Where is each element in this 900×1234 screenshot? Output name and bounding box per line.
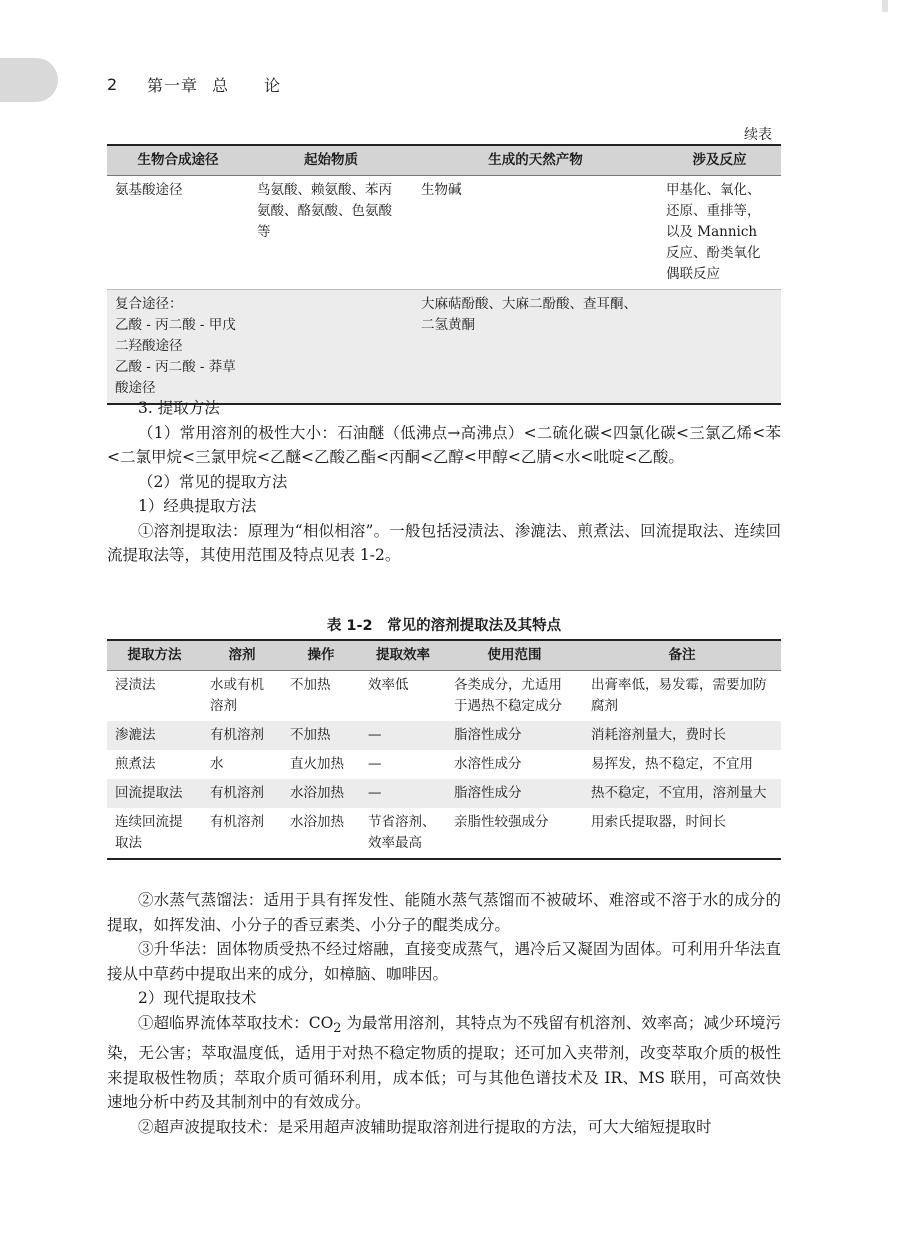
table-row bbox=[107, 808, 781, 859]
paragraph: ①溶剂提取法：原理为“相似相溶”。一般包括浸渍法、渗漉法、煎煮法、回流提取法、连续回流提取法等，其使用范围及特点见表 1-2。 bbox=[107, 521, 781, 564]
table-cell: 易挥发，热不稳定，不宜用 bbox=[591, 756, 753, 772]
table-cell: 脂溶性成分 bbox=[446, 721, 583, 750]
text-run: ①超临界流体萃取技术：CO bbox=[138, 1013, 334, 1032]
column-header: 起始物质 bbox=[249, 145, 413, 176]
column-header: 溶剂 bbox=[202, 640, 282, 671]
paragraph: （2）常见的提取方法 bbox=[138, 472, 288, 491]
column-header: 操作 bbox=[282, 640, 360, 671]
subscript: 2 bbox=[333, 1020, 342, 1036]
table-cell: — bbox=[368, 756, 382, 772]
page-edge-mark bbox=[882, 0, 888, 12]
table-cell: — bbox=[360, 721, 446, 750]
table-row bbox=[107, 290, 781, 405]
table-cell: 脂溶性成分 bbox=[446, 779, 583, 808]
table-cell: 浸渍法 bbox=[115, 677, 156, 693]
table-cell: 不加热 bbox=[282, 721, 360, 750]
column-header: 备注 bbox=[583, 640, 781, 671]
table-header-row bbox=[107, 145, 781, 176]
table-header-row bbox=[107, 640, 781, 671]
column-header: 使用范围 bbox=[446, 640, 583, 671]
running-header bbox=[107, 70, 280, 98]
chapter-label: 第一章 bbox=[147, 75, 199, 95]
table-cell: 连续回流提取法 bbox=[107, 808, 202, 859]
table-cell: 直火加热 bbox=[290, 756, 344, 772]
table-row bbox=[107, 779, 781, 808]
table-cell: 亲脂性较强成分 bbox=[446, 808, 583, 859]
table-cell: 有机溶剂 bbox=[202, 808, 282, 859]
table-cell: 效率低 bbox=[368, 677, 409, 693]
column-header: 涉及反应 bbox=[658, 145, 781, 176]
paragraph: 1）经典提取方法 bbox=[138, 497, 257, 515]
extraction-methods-section bbox=[107, 396, 781, 568]
table-row bbox=[107, 721, 781, 750]
table-cell: 节省溶剂、效率最高 bbox=[360, 808, 446, 859]
extraction-methods-continued bbox=[107, 888, 781, 1139]
table-cell bbox=[107, 290, 249, 405]
table-cell: 热不稳定，不宜用，溶剂量大 bbox=[583, 779, 781, 808]
table-cell: 水 bbox=[210, 756, 224, 772]
table-caption: 表 1-2 常见的溶剂提取法及其特点 bbox=[326, 618, 562, 634]
table-row bbox=[107, 176, 781, 290]
column-header: 生物合成途径 bbox=[107, 145, 249, 176]
table-cell: 煎煮法 bbox=[115, 756, 156, 772]
table-cell: 水浴加热 bbox=[282, 808, 360, 859]
table-cell: 甲基化、氧化、还原、重排等，以及 Mannich 反应、酚类氧化偶联反应 bbox=[666, 182, 761, 282]
table-cell: 有机溶剂 bbox=[202, 721, 282, 750]
table-cell: 用索氏提取器，时间长 bbox=[583, 808, 781, 859]
chapter-title-part1: 总 bbox=[212, 75, 229, 95]
table-cell: 各类成分，尤适用于遇热不稳定成分 bbox=[454, 677, 562, 714]
table-cell: 出膏率低，易发霉，需要加防腐剂 bbox=[591, 677, 767, 714]
column-header: 提取方法 bbox=[107, 640, 202, 671]
cell-line: 乙酸 - 丙二酸 - 莽草酸途径 bbox=[115, 359, 236, 396]
table-row bbox=[107, 750, 781, 779]
table-cell: 消耗溶剂量大，费时长 bbox=[583, 721, 781, 750]
table-cell: 生物碱 bbox=[421, 182, 462, 198]
table-cell: 水溶性成分 bbox=[454, 756, 522, 772]
biosynthesis-table bbox=[107, 144, 781, 405]
chapter-title-part2: 论 bbox=[264, 75, 281, 95]
paragraph: （1）常用溶剂的极性大小：石油醚（低沸点→高沸点）<二硫化碳<四氯化碳<三氯乙烯<苯<二氯甲烷<三氯甲烷<乙醚<乙酸乙酯<丙酮<乙醇<甲醇<乙腈<水<吡啶<乙酸。 bbox=[107, 423, 781, 466]
continued-table-label: 续表 bbox=[744, 127, 772, 143]
extraction-methods-table bbox=[107, 639, 781, 860]
paragraph: ②超声波提取技术：是采用超声波辅助提取溶剂进行提取的方法，可大大缩短提取时 bbox=[138, 1117, 712, 1136]
table-cell: 回流提取法 bbox=[107, 779, 202, 808]
paragraph: ②水蒸气蒸馏法：适用于具有挥发性、能随水蒸气蒸馏而不被破坏、难溶或不溶于水的成分的提取，如挥发油、小分子的香豆素类、小分子的醌类成分。 bbox=[107, 891, 781, 934]
paragraph: ③升华法：固体物质受热不经过熔融，直接变成蒸气，遇冷后又凝固为固体。可利用升华法直接从中草药中提取出来的成分，如樟脑、咖啡因。 bbox=[107, 940, 781, 983]
column-header: 提取效率 bbox=[360, 640, 446, 671]
cell-line: 复合途径： bbox=[115, 296, 183, 312]
table-cell: 大麻萜酚酸、大麻二酚酸、查耳酮、二氢黄酮 bbox=[413, 290, 658, 405]
table-cell bbox=[249, 290, 413, 405]
table-cell: 氨基酸途径 bbox=[115, 182, 183, 198]
cell-line: 乙酸 - 丙二酸 - 甲戊二羟酸途径 bbox=[115, 317, 236, 354]
table-cell: 不加热 bbox=[290, 677, 331, 693]
table-cell: 水或有机溶剂 bbox=[210, 677, 264, 714]
table-row bbox=[107, 671, 781, 722]
column-header: 生成的天然产物 bbox=[413, 145, 658, 176]
table-cell bbox=[658, 290, 781, 405]
paragraph bbox=[107, 1011, 781, 1115]
text-run: 为最常用溶剂，其特点为不残留有机溶剂、效率高；减少环境污染，无公害；萃取温度低，适用于对热不稳定物质的提取；还可加入夹带剂，改变萃取介质的极性来提取极性物质；萃取介质可循环利用，成本低；可与其他色谱技术及 IR、MS 联用，可高效快速地分析中药及其制剂中的有效成分。 bbox=[107, 1013, 781, 1112]
table-cell: 有机溶剂 bbox=[202, 779, 282, 808]
paragraph: 2）现代提取技术 bbox=[138, 989, 257, 1007]
page-number: 2 bbox=[107, 74, 118, 94]
section-heading: 3. 提取方法 bbox=[138, 399, 220, 417]
table-cell: — bbox=[360, 779, 446, 808]
table-cell: 鸟氨酸、赖氨酸、苯丙氨酸、酪氨酸、色氨酸等 bbox=[257, 182, 392, 240]
table-cell: 水浴加热 bbox=[282, 779, 360, 808]
chapter-tab-marker bbox=[0, 58, 58, 102]
table-cell: 渗漉法 bbox=[107, 721, 202, 750]
